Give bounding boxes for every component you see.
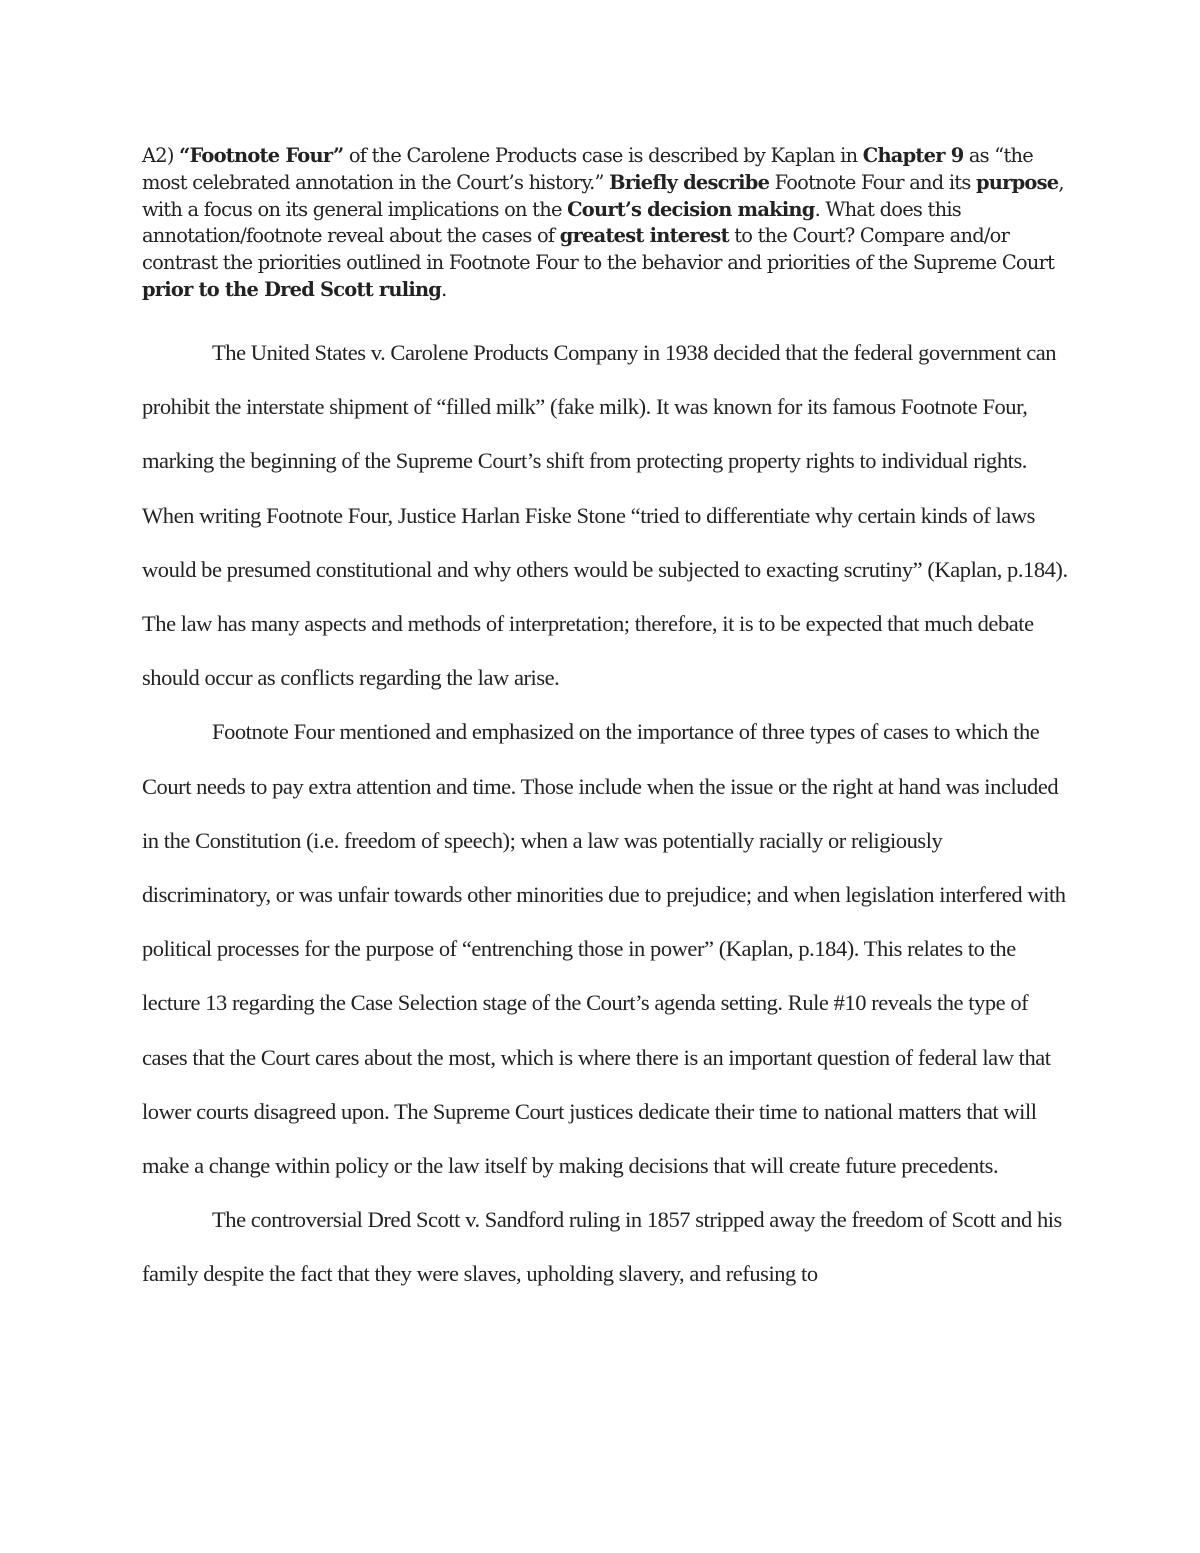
prompt-bold-term: Briefly describe <box>609 170 770 194</box>
prompt-bold-term: “Footnote Four” <box>179 144 344 167</box>
essay-paragraph-2: Footnote Four mentioned and emphasized on the importance of three types of cases to which the Court needs to pay extra attention and time. Those include when the issue or the right at hand was included in the Constitution (i.e. freedom of speech); when a law was potentially racially or religiously discriminatory, or was unfair towards other minorities due to prejudice; and when legislation interfered with political processes for the purpose of “entrenching those in power” (Kaplan, p.184). This relates to the lecture 13 regarding the Case Selection stage of the Court’s agenda setting. Rule #10 reveals the type of cases that the Court cares about the most, which is where there is an important question of federal law that lower courts disagreed upon. The Supreme Court justices dedicate their time to national matters that will make a change within policy or the law itself by making decisions that will create future precedents. <box>142 719 1066 1179</box>
essay-paragraph-3: The controversial Dred Scott v. Sandford ruling in 1857 stripped away the freedom of Scott and his family despite the fact that they were slaves, upholding slavery, and refusing to <box>142 1207 1062 1287</box>
prompt-text: . What does this annotation/footnote reveal about the cases of <box>142 197 961 248</box>
prompt-bold-term: Court’s decision making <box>567 197 815 221</box>
prompt-bold-term: greatest interest <box>559 224 729 248</box>
prompt-text: A2) <box>142 144 180 167</box>
prompt-text: , with a focus on its general implications on the <box>142 170 1064 221</box>
prompt-text: of the Carolene Products case is described by Kaplan in <box>343 144 863 167</box>
prompt-bold-term: Chapter 9 <box>862 144 964 167</box>
prompt-text: . <box>441 277 447 301</box>
essay-paragraph-1: The United States v. Carolene Products Company in 1938 decided that the federal government can prohibit the interstate shipment of “filled milk” (fake milk). It was known for its famous Footnote Four, marking the beginning of the Supreme Court’s shift from protecting property rights to individual rights. When writing Footnote Four, Justice Harlan Fiske Stone “tried to differentiate why certain kinds of laws would be presumed constitutional and why others would be subjected to exacting scrutiny” (Kaplan, p.184). The law has many aspects and methods of interpretation; therefore, it is to be expected that much debate should occur as conflicts regarding the law arise. <box>142 340 1068 691</box>
prompt-text: as “the most celebrated annotation in the Court’s history.” <box>142 144 1033 194</box>
essay-body <box>142 326 1072 1302</box>
prompt-text: to the Court? Compare and/or contrast the priorities outlined in Footnote Four to the behavior and priorities of the Supreme Court <box>142 224 1055 275</box>
assignment-prompt <box>142 143 1072 304</box>
prompt-bold-term: prior to the Dred Scott ruling <box>142 277 442 301</box>
prompt-text: Footnote Four and its <box>769 170 976 194</box>
prompt-bold-term: purpose <box>975 170 1059 194</box>
